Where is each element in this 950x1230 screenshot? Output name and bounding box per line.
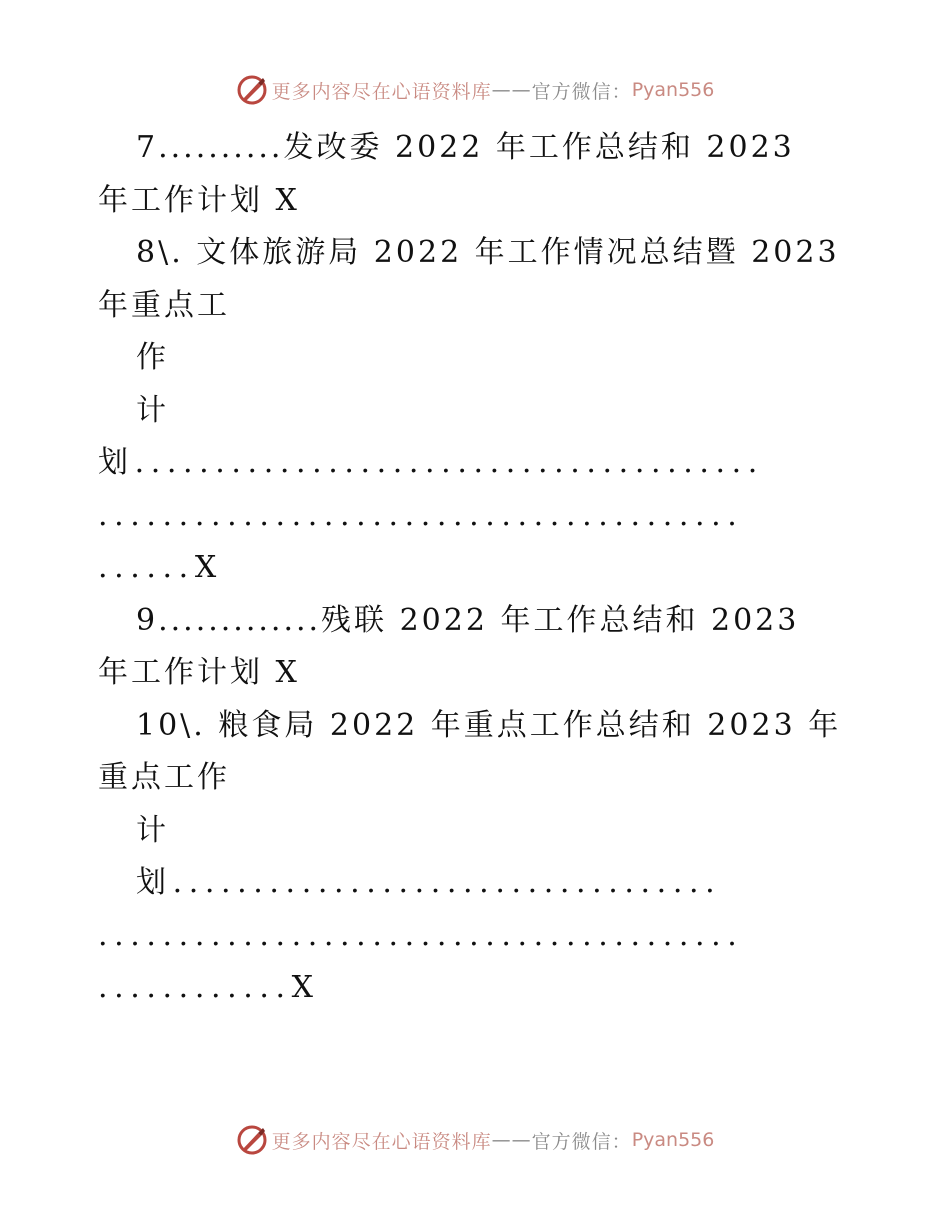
watermark-brand: 更多内容尽在心语资料库: [271, 1130, 492, 1153]
toc-line-11: 年工作计划 X: [98, 655, 300, 690]
watermark-handle: Pyan556: [631, 79, 715, 101]
toc-line-17: ............X: [98, 970, 320, 1005]
toc-line-10: 9.............残联 2022 年工作总结和 2023: [136, 602, 800, 638]
toc-line-3: 8\. 文体旅游局 2022 年工作情况总结暨 2023: [136, 235, 840, 270]
toc-line-12: 10\. 粮食局 2022 年重点工作总结和 2023 年: [136, 707, 842, 743]
document-body: [98, 122, 843, 1015]
watermark-separator: ——: [491, 1129, 532, 1151]
watermark-brand: 更多内容尽在心语资料库: [271, 80, 492, 103]
toc-line-16: ........................................: [98, 917, 744, 953]
toc-line-4: 年重点工: [98, 287, 230, 323]
toc-line-15: 划..................................: [136, 865, 722, 900]
watermark-handle: Pyan556: [631, 1129, 715, 1151]
toc-line-1: 7..........发改委 2022 年工作总结和 2023: [136, 130, 795, 165]
toc-line-6: 计: [136, 392, 169, 428]
watermark-separator: ——: [491, 79, 532, 101]
watermark-official: 官方微信：: [531, 1130, 632, 1153]
toc-line-7: 划.......................................: [98, 445, 764, 480]
pen-logo-icon: [236, 74, 268, 106]
watermark-header: [0, 74, 950, 106]
toc-line-14: 计: [136, 812, 169, 848]
toc-line-9: ......X: [98, 550, 223, 585]
pen-logo-icon: [236, 1124, 268, 1156]
watermark-footer: [0, 1124, 950, 1156]
toc-line-8: ........................................: [98, 497, 744, 533]
toc-line-13: 重点工作: [98, 760, 230, 795]
watermark-official: 官方微信：: [531, 80, 632, 103]
toc-line-5: 作: [136, 340, 169, 375]
toc-line-2: 年工作计划 X: [98, 182, 300, 218]
